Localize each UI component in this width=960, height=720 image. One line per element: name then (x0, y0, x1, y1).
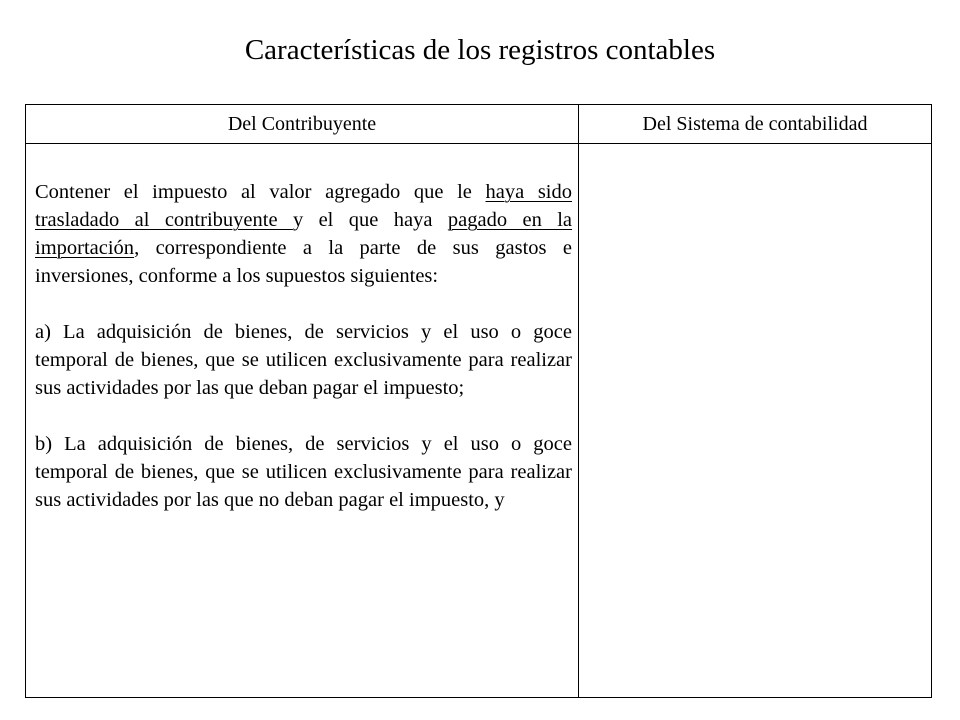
sistema-contabilidad-cell (579, 144, 932, 698)
contribuyente-text (26, 144, 578, 514)
item-b-paragraph: b) La adquisición de bienes, de servicios y el uso o goce temporal de bienes, que se utilicen exclusivamente para realizar sus actividades por las que no deban pagar el impuesto, y (35, 433, 572, 511)
item-a-paragraph: a) La adquisición de bienes, de servicios y el uso o goce temporal de bienes, que se utilicen exclusivamente para realizar sus actividades por las que deban pagar el impuesto; (35, 321, 572, 399)
contribuyente-cell (26, 144, 579, 698)
intro-text-1: Contener el impuesto al valor agregado que le (35, 181, 486, 203)
header-sistema-contabilidad: Del Sistema de contabilidad (579, 105, 932, 144)
intro-text-2: y el que haya (292, 209, 448, 231)
intro-underlined-2: pagado en la importación (35, 209, 573, 259)
registros-table (25, 104, 932, 698)
table-row (26, 144, 932, 698)
intro-text-3: , correspondiente a la parte de sus gastos e inversiones, conforme a los supuestos siguientes: (35, 237, 572, 287)
intro-paragraph (35, 178, 572, 290)
intro-underlined-1: haya sido trasladado al contribuyente (35, 181, 572, 231)
page-title: Características de los registros contables (244, 34, 716, 66)
table-header-row (26, 105, 932, 144)
header-contribuyente: Del Contribuyente (26, 105, 579, 144)
